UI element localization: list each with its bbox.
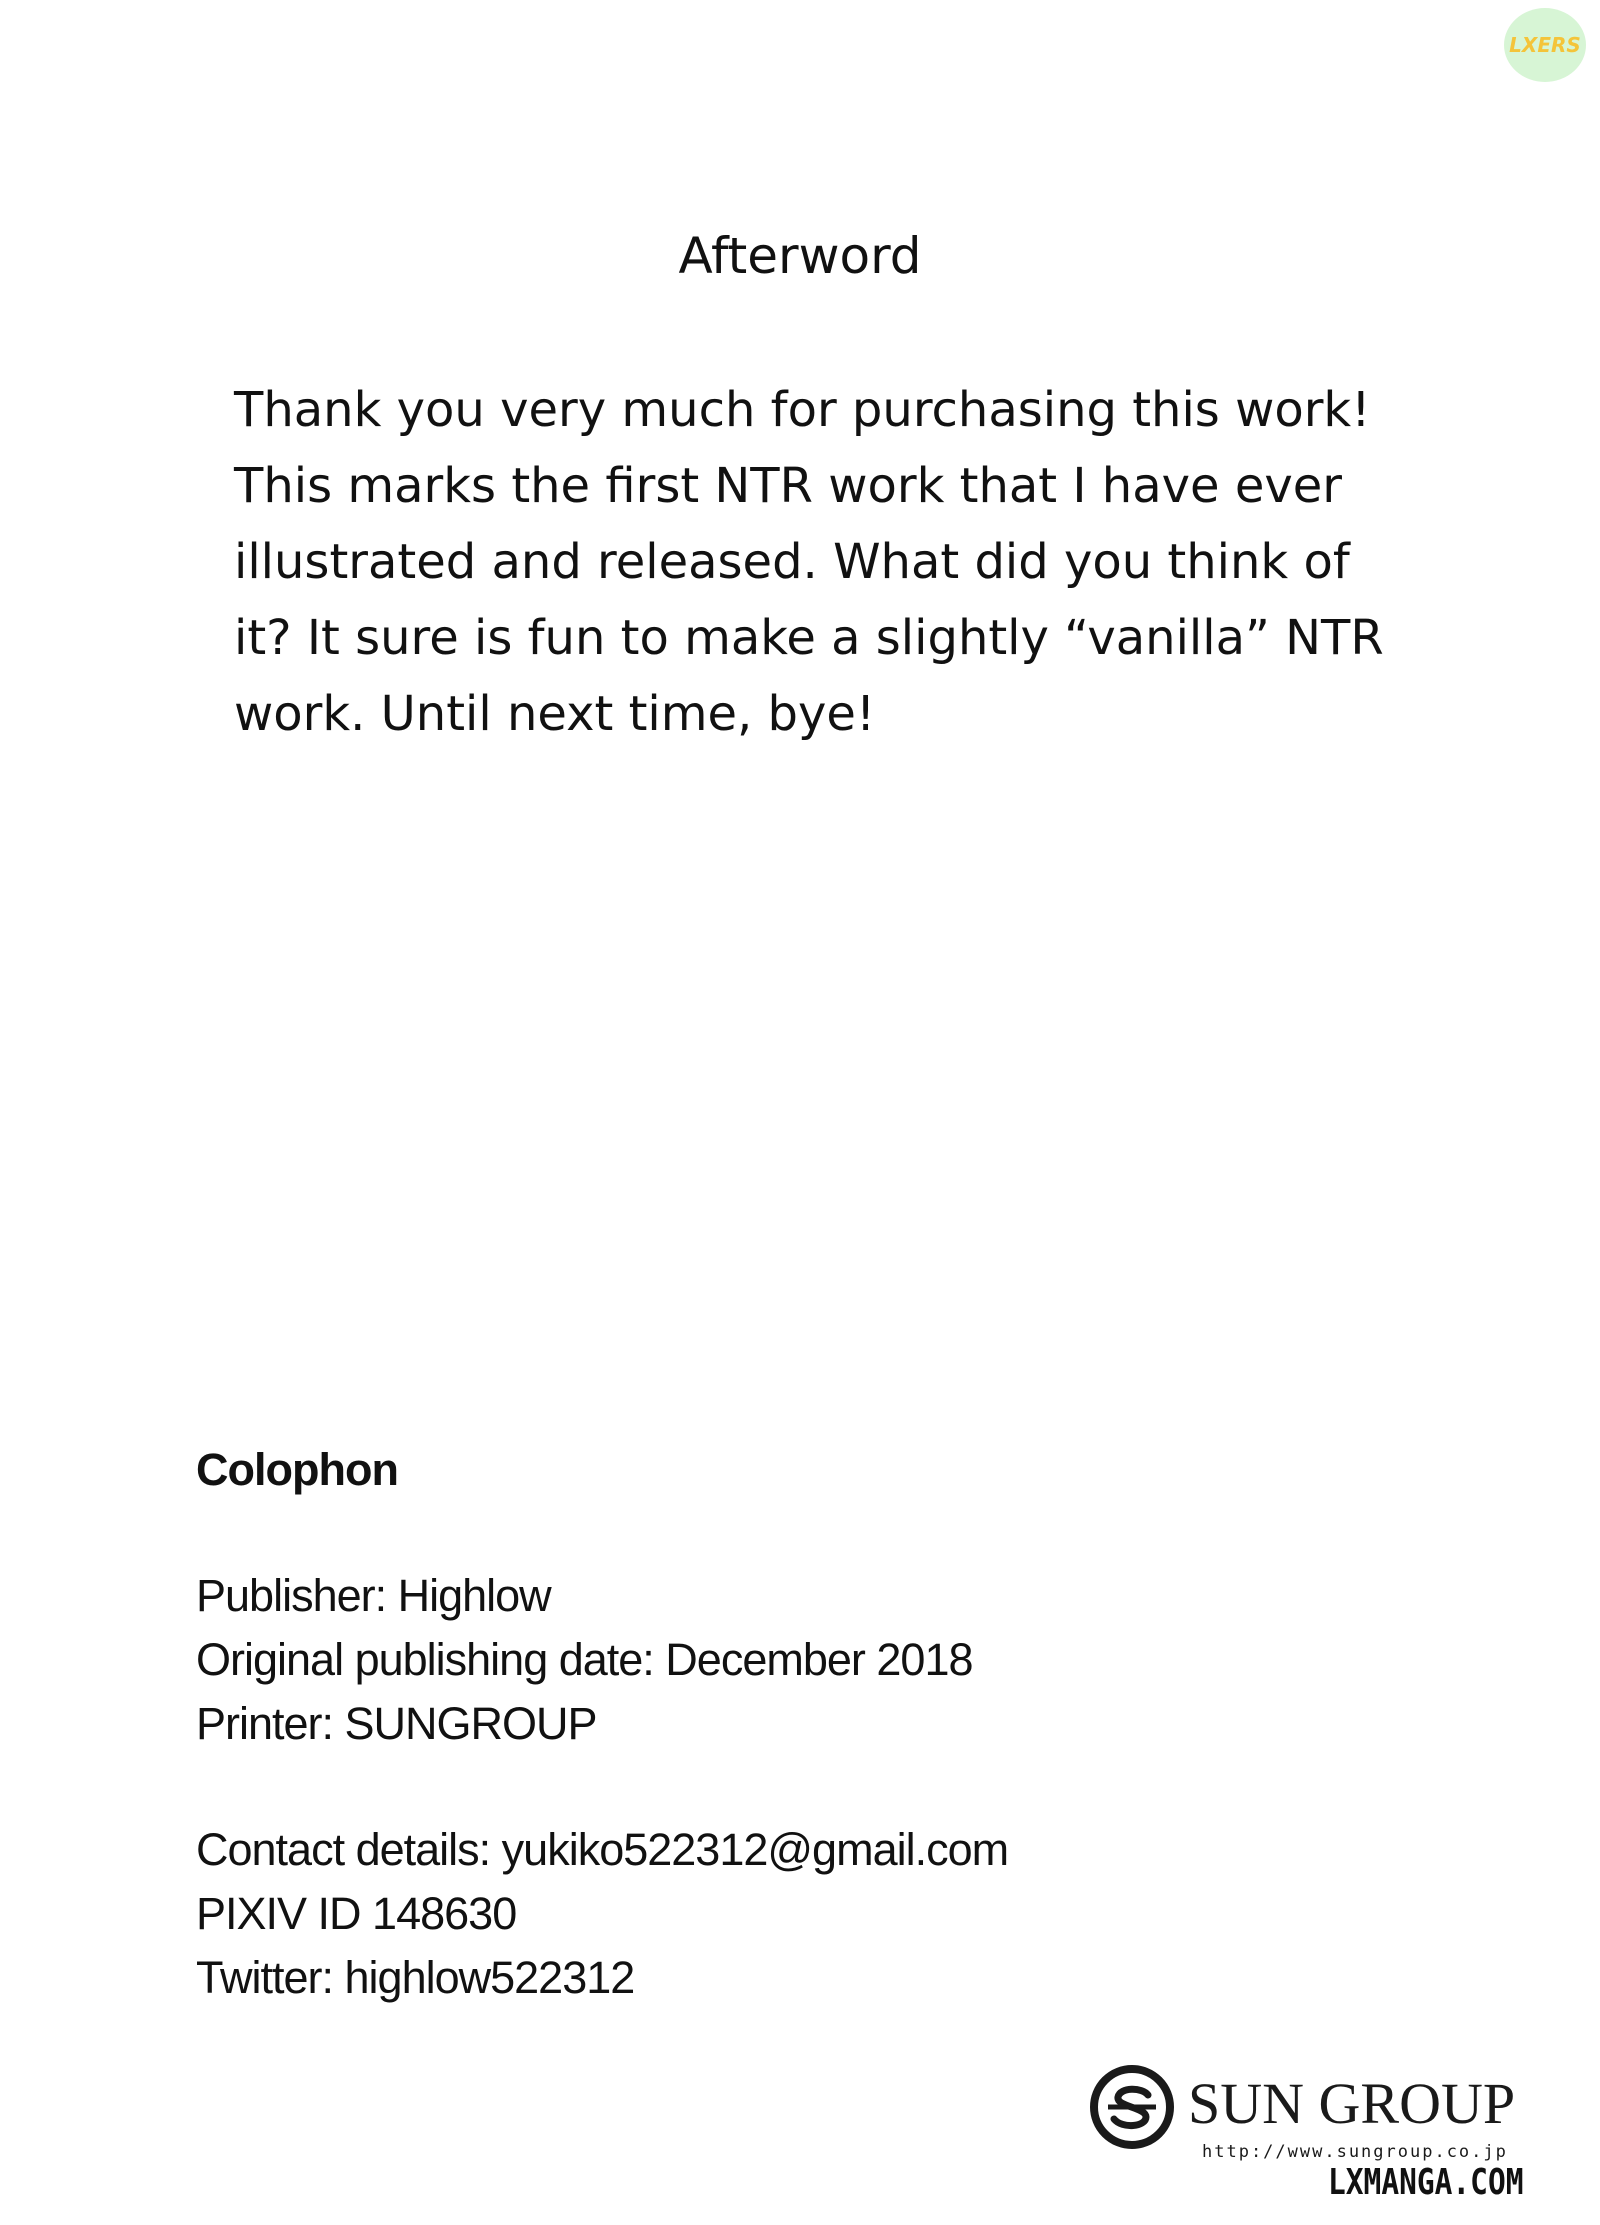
printer-logo (1090, 2065, 1530, 2175)
printer-logo-url: http://www.sungroup.co.jp (1202, 2142, 1508, 2162)
afterword-line: work. Until next time, bye! (234, 686, 876, 742)
afterword-body (234, 372, 1414, 752)
watermark-text: LXMANGA.COM (1328, 2162, 1524, 2203)
site-badge-logo (1504, 8, 1586, 82)
publisher-line: Publisher: Highlow (196, 1570, 551, 1621)
printer-line: Printer: SUNGROUP (196, 1698, 597, 1749)
afterword-line: illustrated and released. What did you think of (234, 534, 1350, 590)
colophon-contact-info (196, 1818, 1008, 2010)
sun-group-emblem-icon (1090, 2065, 1174, 2149)
twitter-line: Twitter: highlow522312 (196, 1952, 635, 2003)
colophon-title: Colophon (196, 1444, 398, 1495)
publishing-date-line: Original publishing date: December 2018 (196, 1634, 973, 1685)
printer-logo-name: SUN GROUP (1188, 2071, 1516, 2136)
afterword-line: Thank you very much for purchasing this work! (234, 382, 1371, 438)
afterword-line: This marks the first NTR work that I have ever (234, 458, 1343, 514)
afterword-line: it? It sure is fun to make a slightly “vanilla” NTR (234, 610, 1384, 666)
site-badge-text: LXERS (1509, 33, 1581, 57)
colophon-publishing-info (196, 1564, 973, 1756)
afterword-title: Afterword (678, 227, 922, 285)
contact-line: Contact details: yukiko522312@gmail.com (196, 1824, 1009, 1875)
pixiv-line: PIXIV ID 148630 (196, 1888, 517, 1939)
